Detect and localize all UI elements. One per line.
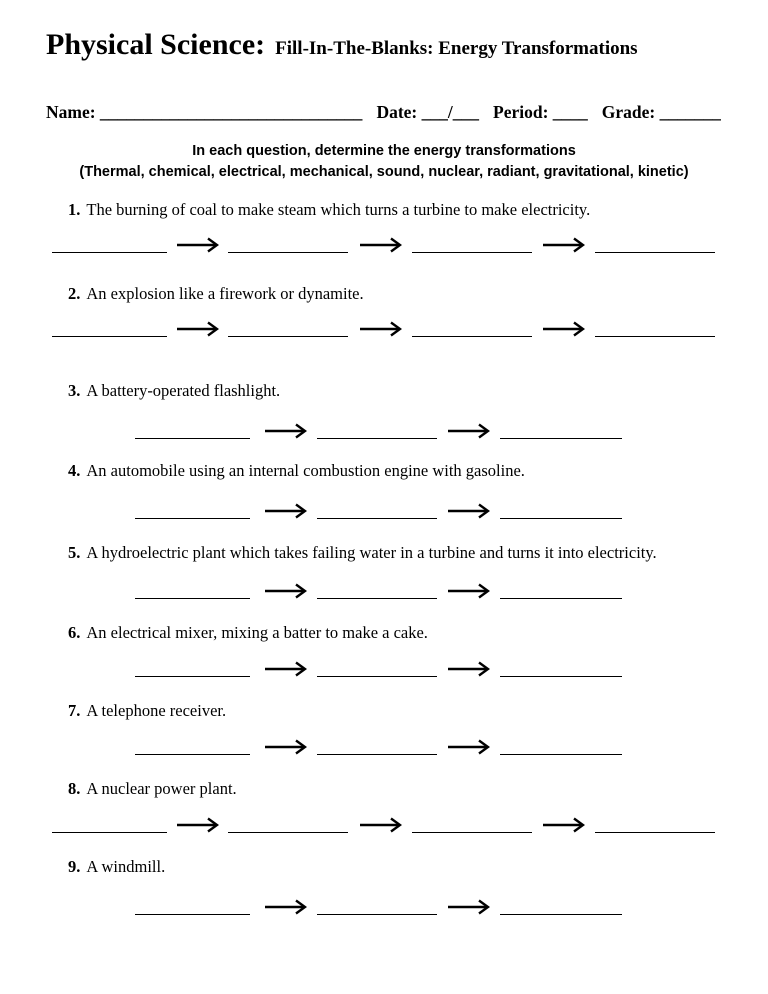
page-title: [46, 28, 638, 62]
answer-blank[interactable]: [412, 252, 532, 253]
arrow-right-icon: [448, 583, 490, 599]
answer-blank[interactable]: [135, 598, 250, 599]
answer-blank[interactable]: [500, 914, 622, 915]
answer-blank[interactable]: [317, 676, 437, 677]
answer-blank[interactable]: [500, 598, 622, 599]
answer-chain-3: [0, 421, 768, 441]
question-text: A windmill.: [86, 857, 166, 876]
name-field[interactable]: Name: ______________________________: [46, 102, 363, 122]
arrow-right-icon: [265, 899, 307, 915]
student-info-row: [46, 102, 721, 123]
question-9: [68, 857, 165, 877]
answer-blank[interactable]: [317, 518, 437, 519]
answer-blank[interactable]: [412, 336, 532, 337]
arrow-right-icon: [543, 321, 585, 337]
question-6: [68, 623, 428, 643]
question-number: 4.: [68, 461, 81, 480]
period-field[interactable]: Period: ____: [493, 102, 588, 122]
question-number: 2.: [68, 284, 81, 303]
arrow-right-icon: [265, 661, 307, 677]
answer-blank[interactable]: [135, 518, 250, 519]
answer-blank[interactable]: [595, 336, 715, 337]
question-8: [68, 779, 237, 799]
answer-chain-5: [0, 581, 768, 601]
arrow-right-icon: [448, 661, 490, 677]
answer-blank[interactable]: [228, 252, 348, 253]
question-text: An automobile using an internal combustion engine with gasoline.: [86, 461, 525, 480]
question-text: A telephone receiver.: [86, 701, 227, 720]
answer-chain-1: [0, 235, 768, 255]
question-number: 3.: [68, 381, 81, 400]
answer-blank[interactable]: [135, 438, 250, 439]
arrow-right-icon: [265, 739, 307, 755]
instructions-line-1: In each question, determine the energy transformations: [192, 143, 576, 159]
question-3: [68, 381, 280, 401]
arrow-right-icon: [448, 739, 490, 755]
arrow-right-icon: [177, 237, 219, 253]
grade-field[interactable]: Grade: _______: [601, 102, 721, 122]
title-main: Physical Science:: [46, 28, 266, 61]
answer-blank[interactable]: [52, 832, 167, 833]
arrow-right-icon: [265, 583, 307, 599]
answer-chain-2: [0, 319, 768, 339]
question-number: 9.: [68, 857, 81, 876]
question-text: The burning of coal to make steam which turns a turbine to make electricity.: [86, 200, 591, 219]
question-text: A battery-operated flashlight.: [86, 381, 281, 400]
question-number: 7.: [68, 701, 81, 720]
answer-blank[interactable]: [500, 676, 622, 677]
answer-blank[interactable]: [228, 832, 348, 833]
question-5: [68, 543, 657, 563]
question-number: 6.: [68, 623, 81, 642]
question-4: [68, 461, 525, 481]
answer-blank[interactable]: [52, 252, 167, 253]
answer-blank[interactable]: [317, 754, 437, 755]
answer-blank[interactable]: [52, 336, 167, 337]
question-1: [68, 200, 590, 220]
arrow-right-icon: [360, 817, 402, 833]
answer-blank[interactable]: [228, 336, 348, 337]
answer-chain-8: [0, 815, 768, 835]
question-text: An explosion like a firework or dynamite.: [86, 284, 364, 303]
answer-blank[interactable]: [317, 438, 437, 439]
question-text: A nuclear power plant.: [86, 779, 237, 798]
answer-blank[interactable]: [317, 914, 437, 915]
answer-blank[interactable]: [500, 754, 622, 755]
answer-chain-7: [0, 737, 768, 757]
instructions-line-2: (Thermal, chemical, electrical, mechanical, sound, nuclear, radiant, gravitational, kinetic): [79, 164, 689, 180]
question-number: 8.: [68, 779, 81, 798]
instructions: [0, 141, 768, 183]
answer-blank[interactable]: [135, 676, 250, 677]
answer-chain-4: [0, 501, 768, 521]
arrow-right-icon: [448, 423, 490, 439]
answer-chain-9: [0, 897, 768, 917]
answer-blank[interactable]: [500, 518, 622, 519]
answer-blank[interactable]: [135, 914, 250, 915]
arrow-right-icon: [360, 237, 402, 253]
arrow-right-icon: [265, 423, 307, 439]
answer-blank[interactable]: [317, 598, 437, 599]
arrow-right-icon: [448, 899, 490, 915]
arrow-right-icon: [265, 503, 307, 519]
question-2: [68, 284, 364, 304]
arrow-right-icon: [360, 321, 402, 337]
answer-blank[interactable]: [595, 252, 715, 253]
answer-blank[interactable]: [135, 754, 250, 755]
date-field[interactable]: Date: ___/___: [376, 102, 479, 122]
answer-blank[interactable]: [595, 832, 715, 833]
arrow-right-icon: [177, 321, 219, 337]
arrow-right-icon: [448, 503, 490, 519]
title-subtitle: Fill-In-The-Blanks: Energy Transformations: [275, 38, 638, 59]
question-text: An electrical mixer, mixing a batter to make a cake.: [86, 623, 428, 642]
arrow-right-icon: [543, 237, 585, 253]
answer-blank[interactable]: [500, 438, 622, 439]
answer-chain-6: [0, 659, 768, 679]
question-number: 5.: [68, 543, 81, 562]
question-text: A hydroelectric plant which takes failing water in a turbine and turns it into electricity.: [86, 543, 657, 562]
question-number: 1.: [68, 200, 81, 219]
arrow-right-icon: [543, 817, 585, 833]
answer-blank[interactable]: [412, 832, 532, 833]
arrow-right-icon: [177, 817, 219, 833]
question-7: [68, 701, 226, 721]
